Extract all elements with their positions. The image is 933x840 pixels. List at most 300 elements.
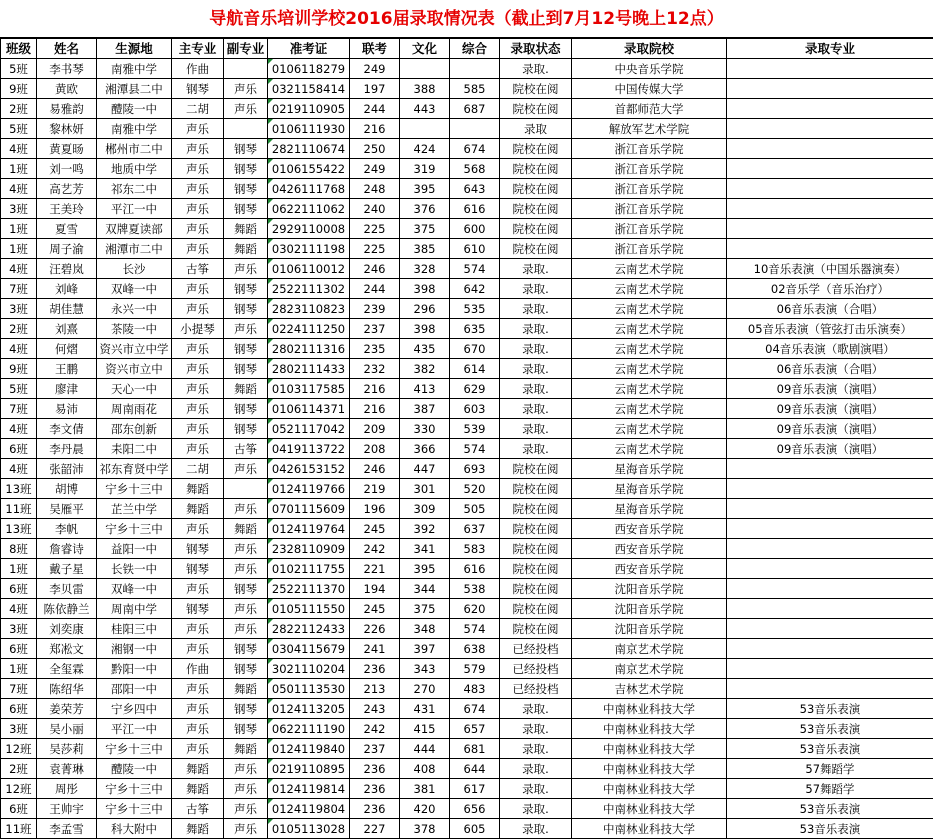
cell-class[interactable]: 6班 [1,639,37,659]
cell-exam-id[interactable]: 0106118279 [268,59,350,79]
cell-name[interactable]: 吴小丽 [37,719,97,739]
cell-program[interactable]: 53音乐表演 [727,819,933,839]
cell-exam-id[interactable]: 0622111190 [268,719,350,739]
cell-culture-score[interactable]: 330 [400,419,450,439]
cell-exam-id[interactable]: 0106110012 [268,259,350,279]
cell-total-score[interactable]: 585 [450,79,500,99]
cell-name[interactable]: 刘峰 [37,279,97,299]
cell-joint-score[interactable]: 196 [350,499,400,519]
cell-origin[interactable]: 长铁一中 [97,559,172,579]
cell-major[interactable]: 声乐 [172,199,224,219]
cell-total-score[interactable] [450,119,500,139]
cell-culture-score[interactable]: 301 [400,479,450,499]
cell-culture-score[interactable]: 366 [400,439,450,459]
cell-major[interactable]: 作曲 [172,59,224,79]
cell-program[interactable]: 02音乐学（音乐治疗） [727,279,933,299]
cell-culture-score[interactable]: 385 [400,239,450,259]
cell-total-score[interactable]: 620 [450,599,500,619]
cell-status[interactable]: 已经投档 [500,659,572,679]
cell-total-score[interactable]: 574 [450,619,500,639]
cell-origin[interactable]: 南雅中学 [97,119,172,139]
cell-college[interactable]: 中南林业科技大学 [572,819,727,839]
cell-origin[interactable]: 湘潭市二中 [97,239,172,259]
cell-college[interactable]: 云南艺术学院 [572,399,727,419]
cell-joint-score[interactable]: 246 [350,459,400,479]
cell-origin[interactable]: 益阳一中 [97,539,172,559]
cell-exam-id[interactable]: 2823110823 [268,299,350,319]
cell-exam-id[interactable]: 0105113028 [268,819,350,839]
cell-program[interactable]: 57舞蹈学 [727,779,933,799]
cell-culture-score[interactable]: 375 [400,219,450,239]
cell-status[interactable]: 录取. [500,339,572,359]
cell-major[interactable]: 钢琴 [172,599,224,619]
cell-exam-id[interactable]: 2522111370 [268,579,350,599]
cell-joint-score[interactable]: 213 [350,679,400,699]
cell-class[interactable]: 1班 [1,559,37,579]
cell-origin[interactable]: 宁乡十三中 [97,739,172,759]
cell-college[interactable]: 沈阳音乐学院 [572,619,727,639]
cell-minor[interactable]: 钢琴 [224,199,268,219]
cell-major[interactable]: 声乐 [172,699,224,719]
cell-name[interactable]: 胡佳慧 [37,299,97,319]
cell-name[interactable]: 黎林妍 [37,119,97,139]
cell-major[interactable]: 声乐 [172,179,224,199]
cell-culture-score[interactable]: 348 [400,619,450,639]
cell-culture-score[interactable]: 328 [400,259,450,279]
cell-class[interactable]: 1班 [1,219,37,239]
cell-name[interactable]: 易雅韵 [37,99,97,119]
cell-origin[interactable]: 科大附中 [97,819,172,839]
cell-program[interactable]: 06音乐表演（合唱） [727,359,933,379]
cell-exam-id[interactable]: 0419113722 [268,439,350,459]
cell-name[interactable]: 吴莎莉 [37,739,97,759]
cell-joint-score[interactable]: 227 [350,819,400,839]
cell-name[interactable]: 周彤 [37,779,97,799]
cell-origin[interactable]: 茶陵一中 [97,319,172,339]
cell-minor[interactable]: 古筝 [224,439,268,459]
cell-joint-score[interactable]: 240 [350,199,400,219]
cell-class[interactable]: 5班 [1,59,37,79]
cell-origin[interactable]: 祁东二中 [97,179,172,199]
cell-class[interactable]: 9班 [1,79,37,99]
cell-culture-score[interactable]: 447 [400,459,450,479]
cell-joint-score[interactable]: 242 [350,539,400,559]
cell-major[interactable]: 声乐 [172,299,224,319]
cell-college[interactable]: 中央音乐学院 [572,59,727,79]
cell-culture-score[interactable]: 382 [400,359,450,379]
cell-major[interactable]: 二胡 [172,99,224,119]
cell-major[interactable]: 声乐 [172,419,224,439]
cell-exam-id[interactable]: 2929110008 [268,219,350,239]
cell-minor[interactable]: 声乐 [224,99,268,119]
cell-class[interactable]: 4班 [1,419,37,439]
cell-total-score[interactable]: 538 [450,579,500,599]
cell-status[interactable]: 院校在阅 [500,579,572,599]
cell-culture-score[interactable] [400,59,450,79]
cell-total-score[interactable]: 674 [450,139,500,159]
cell-status[interactable]: 录取. [500,819,572,839]
cell-culture-score[interactable]: 381 [400,779,450,799]
cell-program[interactable] [727,99,933,119]
cell-minor[interactable]: 声乐 [224,819,268,839]
cell-major[interactable]: 声乐 [172,359,224,379]
col-header-minor[interactable]: 副专业 [224,39,268,59]
cell-minor[interactable]: 钢琴 [224,279,268,299]
cell-minor[interactable] [224,59,268,79]
cell-name[interactable]: 李文倩 [37,419,97,439]
cell-culture-score[interactable]: 398 [400,279,450,299]
cell-total-score[interactable]: 520 [450,479,500,499]
cell-college[interactable]: 云南艺术学院 [572,259,727,279]
cell-class[interactable]: 12班 [1,779,37,799]
cell-major[interactable]: 声乐 [172,139,224,159]
cell-exam-id[interactable]: 0105111550 [268,599,350,619]
cell-total-score[interactable]: 637 [450,519,500,539]
cell-minor[interactable]: 声乐 [224,539,268,559]
cell-minor[interactable]: 钢琴 [224,339,268,359]
cell-major[interactable]: 舞蹈 [172,499,224,519]
cell-program[interactable]: 04音乐表演（歌剧演唱） [727,339,933,359]
cell-culture-score[interactable]: 413 [400,379,450,399]
cell-name[interactable]: 易沛 [37,399,97,419]
cell-college[interactable]: 西安音乐学院 [572,539,727,559]
cell-exam-id[interactable]: 0124119804 [268,799,350,819]
cell-exam-id[interactable]: 0501113530 [268,679,350,699]
cell-total-score[interactable]: 616 [450,199,500,219]
cell-class[interactable]: 7班 [1,399,37,419]
cell-culture-score[interactable]: 375 [400,599,450,619]
cell-program[interactable] [727,559,933,579]
cell-exam-id[interactable]: 0521117042 [268,419,350,439]
cell-exam-id[interactable]: 3021110204 [268,659,350,679]
cell-status[interactable]: 录取. [500,799,572,819]
cell-status[interactable]: 录取. [500,279,572,299]
cell-total-score[interactable]: 693 [450,459,500,479]
cell-exam-id[interactable]: 2821110674 [268,139,350,159]
cell-major[interactable]: 声乐 [172,219,224,239]
cell-college[interactable]: 中国传媒大学 [572,79,727,99]
cell-program[interactable] [727,199,933,219]
cell-total-score[interactable]: 687 [450,99,500,119]
cell-class[interactable]: 3班 [1,299,37,319]
cell-origin[interactable]: 资兴市立中 [97,359,172,379]
cell-exam-id[interactable]: 0106111930 [268,119,350,139]
cell-culture-score[interactable]: 388 [400,79,450,99]
cell-joint-score[interactable]: 244 [350,279,400,299]
cell-total-score[interactable]: 656 [450,799,500,819]
cell-name[interactable]: 黄欧 [37,79,97,99]
cell-minor[interactable]: 声乐 [224,799,268,819]
cell-class[interactable]: 11班 [1,819,37,839]
cell-joint-score[interactable]: 216 [350,399,400,419]
col-header-college[interactable]: 录取院校 [572,39,727,59]
cell-joint-score[interactable]: 216 [350,119,400,139]
cell-college[interactable]: 中南林业科技大学 [572,719,727,739]
cell-status[interactable]: 录取. [500,259,572,279]
cell-origin[interactable]: 醴陵一中 [97,99,172,119]
cell-program[interactable] [727,459,933,479]
cell-class[interactable]: 4班 [1,599,37,619]
cell-status[interactable]: 院校在阅 [500,79,572,99]
cell-origin[interactable]: 芷兰中学 [97,499,172,519]
cell-culture-score[interactable]: 443 [400,99,450,119]
cell-major[interactable]: 舞蹈 [172,479,224,499]
cell-joint-score[interactable]: 237 [350,319,400,339]
cell-joint-score[interactable]: 245 [350,599,400,619]
cell-class[interactable]: 5班 [1,379,37,399]
col-header-program[interactable]: 录取专业 [727,39,933,59]
cell-joint-score[interactable]: 236 [350,799,400,819]
cell-culture-score[interactable]: 435 [400,339,450,359]
cell-total-score[interactable]: 505 [450,499,500,519]
cell-program[interactable] [727,679,933,699]
cell-total-score[interactable]: 629 [450,379,500,399]
cell-joint-score[interactable]: 249 [350,59,400,79]
cell-status[interactable]: 录取. [500,359,572,379]
cell-minor[interactable]: 声乐 [224,559,268,579]
cell-class[interactable]: 13班 [1,519,37,539]
cell-total-score[interactable]: 568 [450,159,500,179]
cell-major[interactable]: 声乐 [172,579,224,599]
cell-total-score[interactable]: 574 [450,259,500,279]
cell-culture-score[interactable]: 415 [400,719,450,739]
cell-minor[interactable]: 声乐 [224,259,268,279]
cell-program[interactable] [727,59,933,79]
cell-total-score[interactable]: 610 [450,239,500,259]
cell-class[interactable]: 4班 [1,259,37,279]
cell-college[interactable]: 中南林业科技大学 [572,739,727,759]
cell-minor[interactable]: 舞蹈 [224,379,268,399]
cell-name[interactable]: 李帆 [37,519,97,539]
cell-name[interactable]: 何熠 [37,339,97,359]
cell-minor[interactable]: 钢琴 [224,299,268,319]
cell-minor[interactable]: 钢琴 [224,579,268,599]
cell-name[interactable]: 王美玲 [37,199,97,219]
cell-program[interactable]: 53音乐表演 [727,699,933,719]
cell-class[interactable]: 13班 [1,479,37,499]
cell-major[interactable]: 钢琴 [172,559,224,579]
cell-name[interactable]: 李丹晨 [37,439,97,459]
cell-major[interactable]: 声乐 [172,619,224,639]
cell-class[interactable]: 6班 [1,799,37,819]
cell-college[interactable]: 中南林业科技大学 [572,759,727,779]
cell-total-score[interactable]: 681 [450,739,500,759]
cell-major[interactable]: 声乐 [172,159,224,179]
cell-culture-score[interactable] [400,119,450,139]
cell-exam-id[interactable]: 0622111062 [268,199,350,219]
cell-minor[interactable]: 钢琴 [224,159,268,179]
cell-culture-score[interactable]: 378 [400,819,450,839]
cell-joint-score[interactable]: 243 [350,699,400,719]
cell-joint-score[interactable]: 236 [350,659,400,679]
cell-major[interactable]: 舞蹈 [172,819,224,839]
cell-origin[interactable]: 宁乡四中 [97,699,172,719]
cell-joint-score[interactable]: 242 [350,719,400,739]
cell-college[interactable]: 西安音乐学院 [572,559,727,579]
cell-joint-score[interactable]: 245 [350,519,400,539]
cell-program[interactable] [727,479,933,499]
cell-total-score[interactable]: 635 [450,319,500,339]
cell-college[interactable]: 浙江音乐学院 [572,179,727,199]
cell-name[interactable]: 刘奕康 [37,619,97,639]
cell-major[interactable]: 声乐 [172,379,224,399]
cell-major[interactable]: 声乐 [172,439,224,459]
cell-origin[interactable]: 耒阳二中 [97,439,172,459]
cell-total-score[interactable]: 583 [450,539,500,559]
cell-program[interactable] [727,619,933,639]
cell-origin[interactable]: 南雅中学 [97,59,172,79]
cell-status[interactable]: 录取. [500,399,572,419]
cell-total-score[interactable]: 642 [450,279,500,299]
cell-college[interactable]: 星海音乐学院 [572,479,727,499]
cell-total-score[interactable]: 616 [450,559,500,579]
col-header-class[interactable]: 班级 [1,39,37,59]
cell-exam-id[interactable]: 2522111302 [268,279,350,299]
cell-name[interactable]: 李书琴 [37,59,97,79]
cell-name[interactable]: 高艺芳 [37,179,97,199]
col-header-name[interactable]: 姓名 [37,39,97,59]
cell-exam-id[interactable]: 0102111755 [268,559,350,579]
cell-class[interactable]: 4班 [1,459,37,479]
cell-status[interactable]: 录取. [500,779,572,799]
cell-college[interactable]: 云南艺术学院 [572,299,727,319]
cell-exam-id[interactable]: 0302111198 [268,239,350,259]
cell-name[interactable]: 姜荣芳 [37,699,97,719]
cell-joint-score[interactable]: 209 [350,419,400,439]
col-header-origin[interactable]: 生源地 [97,39,172,59]
cell-status[interactable]: 院校在阅 [500,179,572,199]
cell-minor[interactable]: 钢琴 [224,719,268,739]
cell-total-score[interactable]: 638 [450,639,500,659]
cell-exam-id[interactable]: 0103117585 [268,379,350,399]
cell-program[interactable]: 53音乐表演 [727,739,933,759]
cell-name[interactable]: 胡博 [37,479,97,499]
cell-major[interactable]: 舞蹈 [172,779,224,799]
cell-name[interactable]: 戴子星 [37,559,97,579]
cell-status[interactable]: 录取. [500,759,572,779]
cell-college[interactable]: 云南艺术学院 [572,419,727,439]
cell-culture-score[interactable]: 395 [400,179,450,199]
cell-major[interactable]: 古筝 [172,799,224,819]
cell-origin[interactable]: 天心一中 [97,379,172,399]
cell-exam-id[interactable]: 0304115679 [268,639,350,659]
cell-major[interactable]: 舞蹈 [172,759,224,779]
cell-class[interactable]: 3班 [1,199,37,219]
cell-exam-id[interactable]: 0219110895 [268,759,350,779]
cell-program[interactable]: 05音乐表演（管弦打击乐演奏） [727,319,933,339]
cell-origin[interactable]: 邵东创新 [97,419,172,439]
cell-name[interactable]: 吴雁平 [37,499,97,519]
cell-name[interactable]: 陈依静兰 [37,599,97,619]
cell-joint-score[interactable]: 239 [350,299,400,319]
cell-major[interactable]: 钢琴 [172,539,224,559]
cell-exam-id[interactable]: 0124113205 [268,699,350,719]
cell-major[interactable]: 古筝 [172,259,224,279]
cell-minor[interactable]: 声乐 [224,779,268,799]
cell-college[interactable]: 云南艺术学院 [572,359,727,379]
cell-program[interactable] [727,599,933,619]
cell-program[interactable] [727,539,933,559]
cell-culture-score[interactable]: 431 [400,699,450,719]
cell-name[interactable]: 詹睿诗 [37,539,97,559]
cell-name[interactable]: 黄夏旸 [37,139,97,159]
cell-origin[interactable]: 周南雨花 [97,399,172,419]
cell-culture-score[interactable]: 395 [400,559,450,579]
cell-class[interactable]: 4班 [1,339,37,359]
cell-joint-score[interactable]: 235 [350,339,400,359]
cell-origin[interactable]: 郴州市二中 [97,139,172,159]
cell-class[interactable]: 6班 [1,579,37,599]
cell-class[interactable]: 3班 [1,719,37,739]
cell-program[interactable]: 09音乐表演（演唱） [727,439,933,459]
cell-total-score[interactable] [450,59,500,79]
cell-total-score[interactable]: 539 [450,419,500,439]
cell-major[interactable]: 作曲 [172,659,224,679]
cell-minor[interactable]: 钢琴 [224,179,268,199]
cell-minor[interactable]: 舞蹈 [224,519,268,539]
cell-culture-score[interactable]: 344 [400,579,450,599]
cell-name[interactable]: 袁菁琳 [37,759,97,779]
cell-total-score[interactable]: 535 [450,299,500,319]
cell-origin[interactable]: 桂阳三中 [97,619,172,639]
cell-class[interactable]: 2班 [1,319,37,339]
cell-name[interactable]: 夏雪 [37,219,97,239]
cell-status[interactable]: 院校在阅 [500,459,572,479]
cell-joint-score[interactable]: 241 [350,639,400,659]
cell-joint-score[interactable]: 225 [350,239,400,259]
cell-class[interactable]: 6班 [1,699,37,719]
cell-origin[interactable]: 黔阳一中 [97,659,172,679]
cell-minor[interactable]: 舞蹈 [224,219,268,239]
cell-name[interactable]: 陈绍华 [37,679,97,699]
cell-status[interactable]: 院校在阅 [500,99,572,119]
cell-major[interactable]: 声乐 [172,519,224,539]
cell-major[interactable]: 声乐 [172,119,224,139]
cell-college[interactable]: 云南艺术学院 [572,339,727,359]
cell-program[interactable]: 10音乐表演（中国乐器演奏） [727,259,933,279]
cell-program[interactable]: 09音乐表演（演唱） [727,379,933,399]
cell-minor[interactable]: 钢琴 [224,359,268,379]
cell-minor[interactable]: 声乐 [224,599,268,619]
cell-minor[interactable]: 舞蹈 [224,679,268,699]
cell-status[interactable]: 院校在阅 [500,219,572,239]
cell-origin[interactable]: 平江一中 [97,199,172,219]
cell-program[interactable] [727,639,933,659]
cell-exam-id[interactable]: 0426111768 [268,179,350,199]
cell-joint-score[interactable]: 248 [350,179,400,199]
cell-total-score[interactable]: 614 [450,359,500,379]
cell-program[interactable]: 57舞蹈学 [727,759,933,779]
col-header-joint-score[interactable]: 联考 [350,39,400,59]
cell-college[interactable]: 首都师范大学 [572,99,727,119]
cell-class[interactable]: 7班 [1,279,37,299]
cell-major[interactable]: 声乐 [172,279,224,299]
cell-exam-id[interactable]: 0219110905 [268,99,350,119]
cell-class[interactable]: 5班 [1,119,37,139]
cell-program[interactable] [727,219,933,239]
cell-total-score[interactable]: 600 [450,219,500,239]
cell-name[interactable]: 全玺霖 [37,659,97,679]
cell-class[interactable]: 1班 [1,239,37,259]
cell-exam-id[interactable]: 0124119840 [268,739,350,759]
cell-joint-score[interactable]: 244 [350,99,400,119]
cell-exam-id[interactable]: 2822112433 [268,619,350,639]
cell-exam-id[interactable]: 0224111250 [268,319,350,339]
cell-college[interactable]: 星海音乐学院 [572,499,727,519]
cell-culture-score[interactable]: 408 [400,759,450,779]
cell-class[interactable]: 1班 [1,659,37,679]
cell-status[interactable]: 录取. [500,719,572,739]
